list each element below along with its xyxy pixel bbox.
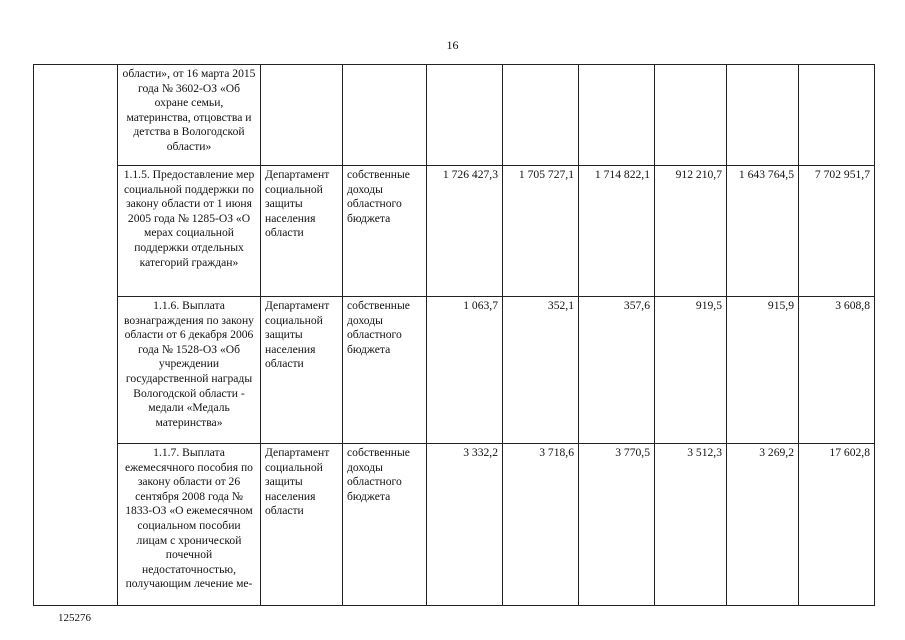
row-funding-source: собственные доходы областного бюджета <box>343 444 427 606</box>
row-funding-source: собственные доходы областного бюджета <box>343 166 427 297</box>
row-responsible: Департамент социальной защиты населения области <box>261 297 343 444</box>
row-value <box>427 65 503 166</box>
row-value <box>655 65 727 166</box>
row-description: 1.1.7. Выплата ежемесячного пособия по закону области от 26 сентября 2008 года № 1833-ОЗ «О ежемесячном социальном пособии лицам с хронической почечной недостаточностью, получающим лечение ме- <box>118 444 261 606</box>
row-value: 912 210,7 <box>655 166 727 297</box>
row-funding-source: собственные доходы областного бюджета <box>343 297 427 444</box>
row-value: 919,5 <box>655 297 727 444</box>
program-table <box>33 64 875 606</box>
row-value: 1 063,7 <box>427 297 503 444</box>
page-number: 16 <box>446 38 459 52</box>
row-value: 915,9 <box>727 297 799 444</box>
row-value: 3 269,2 <box>727 444 799 606</box>
row-value: 3 608,8 <box>799 297 875 444</box>
row-value: 7 702 951,7 <box>799 166 875 297</box>
row-value <box>799 65 875 166</box>
row-description: 1.1.5. Предоставление мер социальной поддержки по закону области от 1 июня 2005 года № 1285-ОЗ «О мерах социальной поддержки отдельных категорий граждан» <box>118 166 261 297</box>
table-row <box>34 297 875 444</box>
row-value: 1 705 727,1 <box>503 166 579 297</box>
table-row <box>34 166 875 297</box>
row-responsible: Департамент социальной защиты населения области <box>261 444 343 606</box>
row-responsible: Департамент социальной защиты населения области <box>261 166 343 297</box>
row-value <box>727 65 799 166</box>
row-value: 3 718,6 <box>503 444 579 606</box>
row-value <box>579 65 655 166</box>
table-row <box>34 444 875 606</box>
row-value: 352,1 <box>503 297 579 444</box>
row-value: 3 332,2 <box>427 444 503 606</box>
blank-cell <box>34 65 118 606</box>
row-value: 1 726 427,3 <box>427 166 503 297</box>
document-code: 125276 <box>58 612 91 624</box>
row-value: 17 602,8 <box>799 444 875 606</box>
row-value: 1 714 822,1 <box>579 166 655 297</box>
row-value: 3 770,5 <box>579 444 655 606</box>
table-row <box>34 65 875 166</box>
row-value: 1 643 764,5 <box>727 166 799 297</box>
row-value: 357,6 <box>579 297 655 444</box>
row-responsible <box>261 65 343 166</box>
row-funding-source <box>343 65 427 166</box>
row-description: области», от 16 марта 2015 года № 3602-ОЗ «Об охране семьи, материнства, отцовства и детства в Вологодской области» <box>118 65 261 166</box>
row-description: 1.1.6. Выплата вознаграждения по закону области от 6 декабря 2006 года № 1528-ОЗ «Об учреждении государственной награды Вологодской области - медали «Медаль материнства» <box>118 297 261 444</box>
row-value: 3 512,3 <box>655 444 727 606</box>
row-value <box>503 65 579 166</box>
